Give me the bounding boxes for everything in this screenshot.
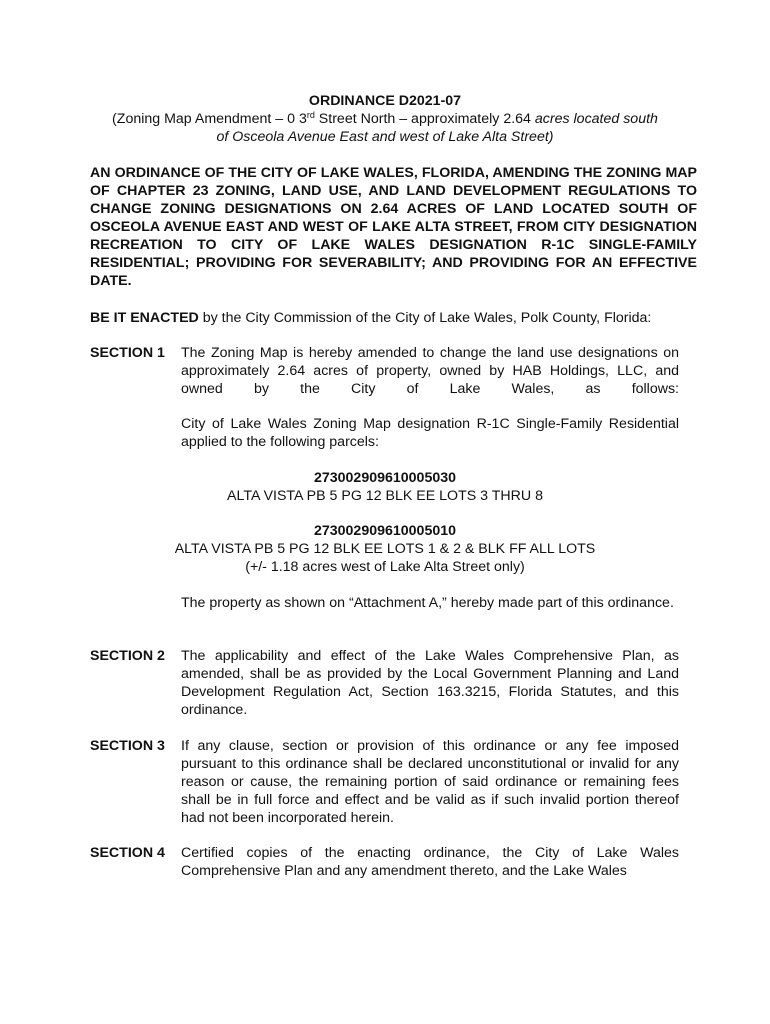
ordinance-title: ORDINANCE D2021-07 [308,93,462,109]
parcel-1-number: 273002909610005030 [313,470,457,486]
subtitle-text: (Zoning Map Amendment – 0 3 [112,111,307,127]
section-1-paragraph-2: City of Lake Wales Zoning Map designation R-1C Single-Family Residential applied to the following parcels: [181,416,679,450]
subtitle-line-2 [90,128,680,146]
section-1-paragraph-1: The Zoning Map is hereby amended to change the land use designations on approximately 2.64 acres of property, owned by HAB Holdings, LLC, and owned by the City of Lake Wales, as follows: [181,345,679,397]
ordinance-subtitle [90,110,680,146]
subtitle-superscript: rd [306,110,315,120]
subtitle-line-1 [90,110,680,128]
parcel-2-number: 273002909610005010 [313,523,457,539]
section-4-body: Certified copies of the enacting ordinance, the City of Lake Wales Comprehensive Plan and any amendment thereto, and the Lake Wales [181,845,679,879]
section-3-label: SECTION 3 [90,738,165,754]
section-1-label: SECTION 1 [90,345,165,361]
ordinance-preamble: AN ORDINANCE OF THE CITY OF LAKE WALES, FLORIDA, AMENDING THE ZONING MAP OF CHAPTER 23 ZONING, LAND USE, AND LAND DEVELOPMENT REGULATIONS TO CHANGE ZONING DESIGNATIONS ON 2.64 ACRES OF LAND LOCATED SOUTH OF OSCEOLA AVENUE EAST AND WEST OF LAKE ALTA STREET, FROM CITY DESIGNATION RECREATION TO CITY OF LAKE WALES DESIGNATION R-1C SINGLE-FAMILY RESIDENTIAL; PROVIDING FOR SEVERABILITY; AND PROVIDING FOR AN EFFECTIVE DATE. [90,165,697,289]
section-1-paragraph-3: The property as shown on “Attachment A,” hereby made part of this ordinance. [181,595,674,611]
enacting-clause-bold: BE IT ENACTED [90,310,199,326]
parcel-1-description: ALTA VISTA PB 5 PG 12 BLK EE LOTS 3 THRU 8 [227,488,543,504]
parcel-1 [90,469,680,505]
parcel-2-note: (+/- 1.18 acres west of Lake Alta Street only) [245,559,525,575]
subtitle-italic-text: acres located south [534,111,658,127]
section-2-body: The applicability and effect of the Lake Wales Comprehensive Plan, as amended, shall be as provided by the Local Government Planning and Land Development Regulation Act, Section 163.3215, Florida Statutes, and this ordinance. [181,648,679,718]
subtitle-text: Street North – approximately 2.64 [314,111,535,127]
section-3-body: If any clause, section or provision of this ordinance or any fee imposed pursuant to this ordinance shall be declared unconstitutional or invalid for any reason or cause, the remaining portion of said ordinance or remaining fees shall be in full force and effect and be valid as if such invalid portion thereof had not been incorporated herein. [181,738,679,826]
section-2-label: SECTION 2 [90,648,165,664]
section-4-label: SECTION 4 [90,845,165,861]
subtitle-italic-text: of Osceola Avenue East and west of Lake Alta Street) [216,129,554,145]
parcel-2 [90,522,680,576]
enacting-clause-text: by the City Commission of the City of Lake Wales, Polk County, Florida: [198,310,652,326]
enacting-clause [90,309,697,327]
parcel-2-description: ALTA VISTA PB 5 PG 12 BLK EE LOTS 1 & 2 & BLK FF ALL LOTS [174,541,596,557]
